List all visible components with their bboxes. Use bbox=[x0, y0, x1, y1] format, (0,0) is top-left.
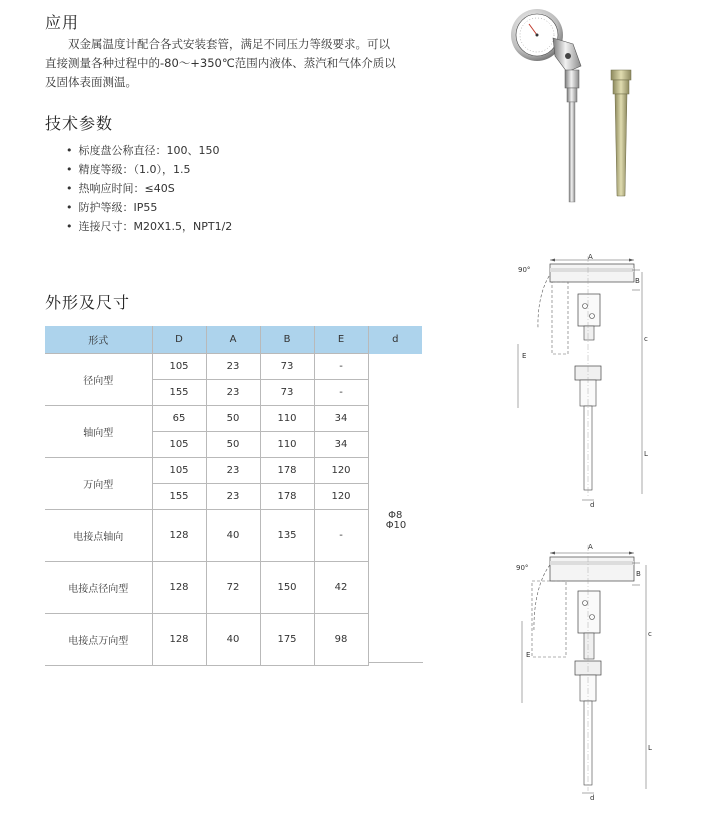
header-d-upper: D bbox=[152, 326, 206, 354]
cell: 105 bbox=[152, 354, 206, 380]
dim-l-label: L bbox=[644, 450, 648, 458]
stem bbox=[569, 102, 575, 202]
dim-e-label-2: E bbox=[526, 651, 531, 659]
angle-label: 90° bbox=[518, 266, 531, 274]
cell: 23 bbox=[206, 354, 260, 380]
application-text bbox=[45, 35, 485, 92]
technical-drawing-radial bbox=[512, 250, 662, 510]
cell: - bbox=[314, 380, 368, 406]
dimensions-heading: 外形及尺寸 bbox=[45, 293, 131, 312]
header-form: 形式 bbox=[45, 326, 152, 354]
cell: 128 bbox=[152, 562, 206, 614]
cell: - bbox=[314, 510, 368, 562]
cell: 23 bbox=[206, 380, 260, 406]
cell: 23 bbox=[206, 458, 260, 484]
group-label: 轴向型 bbox=[45, 406, 152, 458]
group-label: 电接点万向型 bbox=[45, 614, 152, 666]
cell: 155 bbox=[152, 380, 206, 406]
cell: 23 bbox=[206, 484, 260, 510]
cell: 120 bbox=[314, 484, 368, 510]
dim-e-label: E bbox=[522, 352, 527, 360]
cell: 34 bbox=[314, 432, 368, 458]
spec-item: • 防护等级：IP55 bbox=[66, 198, 232, 217]
product-photo bbox=[505, 0, 655, 215]
spec-item: • 连接尺寸：M20X1.5，NPT1/2 bbox=[66, 217, 232, 236]
spec-item: • 精度等级：（1.0），1.5 bbox=[66, 160, 232, 179]
table-header-row bbox=[45, 326, 422, 354]
header-a: A bbox=[206, 326, 260, 354]
dial-case bbox=[550, 264, 634, 282]
d-value-phi8: Φ8 bbox=[388, 509, 403, 521]
cell: 73 bbox=[260, 354, 314, 380]
cell: 155 bbox=[152, 484, 206, 510]
dim-b-label-2: B bbox=[636, 570, 641, 578]
technical-drawing-universal bbox=[512, 535, 662, 805]
hex-fitting bbox=[565, 70, 579, 88]
table-row bbox=[45, 510, 422, 562]
cell: 65 bbox=[152, 406, 206, 432]
header-b: B bbox=[260, 326, 314, 354]
cell: 150 bbox=[260, 562, 314, 614]
application-line-2: 直接测量各种过程中的-80～+350℃范围内液体、蒸汽和气体介质以 bbox=[45, 56, 396, 70]
spec-item: • 热响应时间：≤40S bbox=[66, 179, 232, 198]
angle-label-2: 90° bbox=[516, 564, 529, 572]
cell: 40 bbox=[206, 614, 260, 666]
cell: 50 bbox=[206, 406, 260, 432]
cell: 42 bbox=[314, 562, 368, 614]
dim-a-label-2: A bbox=[588, 543, 593, 551]
specs-list bbox=[66, 141, 232, 236]
cell: 72 bbox=[206, 562, 260, 614]
cell: - bbox=[314, 354, 368, 380]
table-row bbox=[45, 458, 422, 484]
cell: 128 bbox=[152, 510, 206, 562]
cell: 128 bbox=[152, 614, 206, 666]
cell: 120 bbox=[314, 458, 368, 484]
d-cell-empty bbox=[368, 562, 422, 666]
cell: 98 bbox=[314, 614, 368, 666]
dim-c-label: c bbox=[644, 335, 648, 343]
cell: 110 bbox=[260, 432, 314, 458]
spec-item: • 标度盘公称直径：100、150 bbox=[66, 141, 232, 160]
cell: 105 bbox=[152, 432, 206, 458]
cell: 178 bbox=[260, 484, 314, 510]
joint-body bbox=[578, 294, 600, 326]
cell: 110 bbox=[260, 406, 314, 432]
cell: 178 bbox=[260, 458, 314, 484]
dim-d-label-2: d bbox=[590, 794, 595, 802]
cell: 105 bbox=[152, 458, 206, 484]
table-row bbox=[45, 406, 422, 432]
table-row bbox=[45, 354, 422, 380]
thermowell-head bbox=[611, 70, 631, 80]
dim-d-label: d bbox=[590, 501, 595, 509]
group-label: 电接点径向型 bbox=[45, 562, 152, 614]
cell: 73 bbox=[260, 380, 314, 406]
group-label: 电接点轴向 bbox=[45, 510, 152, 562]
dim-c-label-2: c bbox=[648, 630, 652, 638]
specs-heading: 技术参数 bbox=[45, 114, 114, 133]
table-row bbox=[45, 562, 422, 614]
dimensions-table bbox=[45, 326, 422, 666]
cell: 40 bbox=[206, 510, 260, 562]
application-line-3: 及固体表面测温。 bbox=[45, 75, 137, 89]
cell: 34 bbox=[314, 406, 368, 432]
group-label: 径向型 bbox=[45, 354, 152, 406]
application-line-1: 双金属温度计配合各式安装套管，满足不同压力等级要求。可以 bbox=[68, 37, 390, 51]
cell: 50 bbox=[206, 432, 260, 458]
header-e: E bbox=[314, 326, 368, 354]
table-bottom-rule bbox=[368, 662, 423, 663]
header-d-lower: d bbox=[368, 326, 422, 354]
table-row bbox=[45, 614, 422, 666]
cell: 135 bbox=[260, 510, 314, 562]
d-value-phi10: Φ10 bbox=[385, 520, 407, 531]
dim-l-label-2: L bbox=[648, 744, 652, 752]
dim-a-label: A bbox=[588, 253, 593, 261]
application-heading: 应用 bbox=[45, 13, 80, 32]
thermowell bbox=[615, 94, 627, 196]
group-label: 万向型 bbox=[45, 458, 152, 510]
dial-case-2 bbox=[550, 557, 634, 581]
cell: 175 bbox=[260, 614, 314, 666]
dim-b-label: B bbox=[635, 277, 640, 285]
